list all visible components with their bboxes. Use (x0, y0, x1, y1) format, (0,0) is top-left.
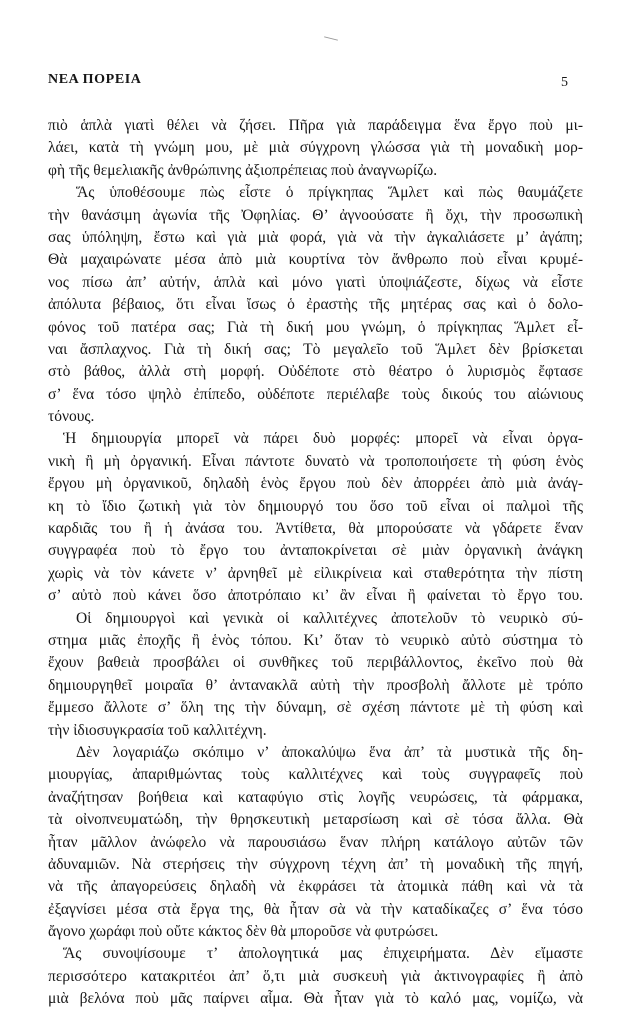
text-line: χωρὶς νὰ τὸν κάνετε ν’ ἀρνηθεῖ μὲ εἰλικρίνεια καὶ σταθερότητα τὴν πίστη (48, 564, 583, 582)
paragraph (48, 943, 583, 1010)
text-line: πιὸ ἁπλὰ γιατὶ θέλει νὰ ζήσει. Πῆρα γιὰ παράδειγμα ἕνα ἔργο ποὺ μι- (48, 117, 583, 134)
text-line: Δὲν λογαριάζω σκόπιμο ν’ ἀποκαλύψω ἕνα ἀπ’ τὰ μυστικὰ τῆς δη- (76, 743, 583, 761)
text-line: Ἅς ὑποθέσουμε πὼς εἶστε ὁ πρίγκηπας Ἅμλετ καὶ πὼς θαυμάζετε (76, 184, 583, 202)
text-line: Οἱ δημιουργοὶ καὶ γενικὰ οἱ καλλιτέχνες ἀποτελοῦν τὸ νευρικὸ σύ- (76, 609, 583, 627)
text-line: ἐξαγνίσει μέσα στὰ ἔργα της, θὰ ἦταν σὰ νὰ τὴν καταδίκαζες σ’ ἕνα τόσο (48, 900, 583, 918)
text-line: τὴν θανάσιμη ἀγωνία τῆς Ὀφηλίας. Θ’ ἀγνοούσατε ἢ ὄχι, τὴν προσωπικὴ (48, 206, 583, 224)
text-line: κη τὸ ἴδιο ζωτικὴ γιὰ τὸν δημιουργό του ὅσο τοῦ εἶναι οἱ παλμοὶ τῆς (48, 497, 583, 515)
text-line: τὴν ἰδιοσυγκρασία τοῦ καλλιτέχνη. (48, 721, 267, 739)
text-line: λάει, κατὰ τὴ γνώμη μου, μὲ μιὰ σύγχρονη γλώσσα γιὰ τὴ μοναδικὴ μορ- (48, 139, 583, 157)
text-line: ἀδυναμιῶν. Νὰ στερήσεις τὴν σύγχρονη τέχνη ἀπ’ τὴ μοναδικὴ τῆς πηγή, (48, 855, 583, 873)
text-line: ναι ἄσπλαχνος. Γιὰ τὴ δική σας; Τὸ μεγαλεῖο τοῦ Ἅμλετ δὲν βρίσκεται (48, 340, 583, 358)
text-line: σ’ αὐτὸ ποὺ κάνει ὅσο ἀποτρόπαιο κι’ ἂν εἶναι ἢ φαίνεται τὸ ἔργο του. (48, 587, 583, 605)
text-line: δημιουργηθεῖ μοιραῖα θ’ ἀντανακλᾶ αὐτὴ τὴν προσβολὴ ἄλλοτε μὲ τρόπο (48, 676, 583, 694)
text-line: Ἡ δημιουργία μπορεῖ νὰ πάρει δυὸ μορφές: μπορεῖ νὰ εἶναι ὀργα- (63, 430, 583, 448)
text-line: νὰ τῆς ἀπαγορεύσεις δηλαδὴ νὰ ἐκφράσει τὰ ἀτομικὰ πάθη καὶ νὰ τὰ (48, 878, 583, 896)
text-line: τὰ οἰνοπνευματώδη, τὴν θρησκευτικὴ μεταρσίωση καὶ σὲ τόσα ἄλλα. Θὰ (48, 811, 583, 829)
text-line: ἔχουν βαθειὰ προσβάλει οἱ συνθῆκες τοῦ περιβάλλοντος, ἐκεῖνο ποὺ θὰ (48, 654, 583, 672)
text-line: μιουργίας, ἀπαριθμώντας τοὺς καλλιτέχνες καὶ τοὺς συγγραφεῖς ποὺ (48, 766, 583, 784)
journal-title: ΝΕΑ ΠΟΡΕΙΑ (48, 72, 142, 87)
text-line: ἄγονο χωράφι ποὺ οὔτε κάκτος δὲν θὰ μποροῦσε νὰ φυτρώσει. (48, 923, 439, 941)
running-header (48, 71, 583, 91)
text-line: καρδιᾶς του ἢ ἡ ἀνάσα του. Ἀντίθετα, θὰ μπορούσατε νὰ γδάρετε ἕναν (48, 520, 583, 538)
text-line: περισσότερο κατακριτέοι ἀπ’ ὅ,τι μιὰ συσκευὴ γιὰ ἀκτινογραφίες ἢ ἀπὸ (48, 967, 583, 985)
text-line: Θὰ μαχαιρώνατε μέσα ἀπὸ μιὰ κουρτίνα τὸν ἄνθρωπο ποὺ εἶναι κρυμέ- (48, 251, 583, 269)
paragraph (48, 742, 583, 944)
text-line: τόνους. (48, 408, 95, 426)
text-line: ἀπόλυτα βέβαιος, ὅτι εἶναι ἴσως ὁ ἐραστὴς τῆς μητέρας σας καὶ ὁ δολο- (48, 296, 583, 314)
text-line: νος πίσω ἀπ’ αὐτήν, ἁπλὰ καὶ μόνο γιατὶ ὑποψιάζεστε, δίχως νὰ εἶστε (48, 273, 583, 291)
text-line: ἀναζήτησαν βοήθεια καὶ καταφύγιο στὶς λογῆς νευρώσεις, τὰ φάρμακα, (48, 788, 583, 806)
text-line: ἔμμεσο ἄλλοτε σ’ ὅλη της τὴν δύναμη, σὲ σχέση πάντοτε μὲ τὴ φύση καὶ (48, 699, 583, 717)
scan-mark (324, 36, 338, 40)
paragraph (48, 182, 583, 428)
text-line: σ’ ἕνα τόσο ψηλὸ ἐπίπεδο, οὐδέποτε περιέλαβε τοὺς δικούς του αἰώνιους (48, 385, 583, 403)
text-line: σας ὑπόληψη, ἔστω καὶ γιὰ μιὰ φορά, γιὰ νὰ τὴν ἀγκαλιάσετε μ’ ἀγάπη; (48, 228, 583, 246)
text-line: Ἅς συνοψίσουμε τ’ ἀπολογητικά μας ἐπιχειρήματα. Δὲν εἴμαστε (63, 945, 583, 963)
paragraph (48, 608, 583, 742)
paragraph (48, 428, 583, 607)
text-line: στὸ βάθος, ἀλλὰ στὴ μορφή. Οὐδέποτε στὸ θέατρο ὁ λυρισμὸς ἔφτασε (48, 363, 583, 381)
text-line: στημα μιᾶς ἐποχῆς ἢ ἑνὸς τόπου. Κι’ ὅταν τὸ νευρικὸ αὐτὸ σύστημα τὸ (48, 631, 583, 649)
text-line: φὴ τῆς θεμελιακῆς ἀνθρώπινης ἀξιοπρέπειας ποὺ ἀναγνωρίζω. (48, 161, 438, 179)
text-line: συγγραφέα ποὺ τὸ ἔργο του ἀνταποκρίνεται σὲ μιὰν ὀργανικὴ ἀνάγκη (48, 542, 583, 560)
page-number: 5 (561, 75, 568, 90)
text-line: φόνος τοῦ πατέρα σας; Γιὰ τὴ δική μου γνώμη, ὁ πρίγκηπας Ἅμλετ εἶ- (48, 318, 583, 336)
text-line: ἦταν μᾶλλον ἀνώφελο νὰ παρουσιάσω ἕναν πλήρη κατάλογο αὐτῶν τῶν (48, 833, 583, 851)
text-line: νικὴ ἢ μὴ ὀργανική. Εἶναι πάντοτε δυνατὸ νὰ τροποποιήσετε τὴ φύση ἑνὸς (48, 452, 583, 470)
text-line: ἔργου μὴ ὀργανικοῦ, δηλαδὴ ἑνὸς ἔργου ποὺ δὲν ἀπορρέει ἀπὸ μιὰ ἀνάγ- (48, 475, 583, 493)
paragraph (48, 115, 583, 182)
body-text (48, 115, 583, 1011)
text-line: μιὰ βελόνα ποὺ μᾶς παίρνει αἷμα. Θὰ ἦταν γιὰ τὸ καλό μας, νομίζω, νὰ (48, 990, 583, 1008)
